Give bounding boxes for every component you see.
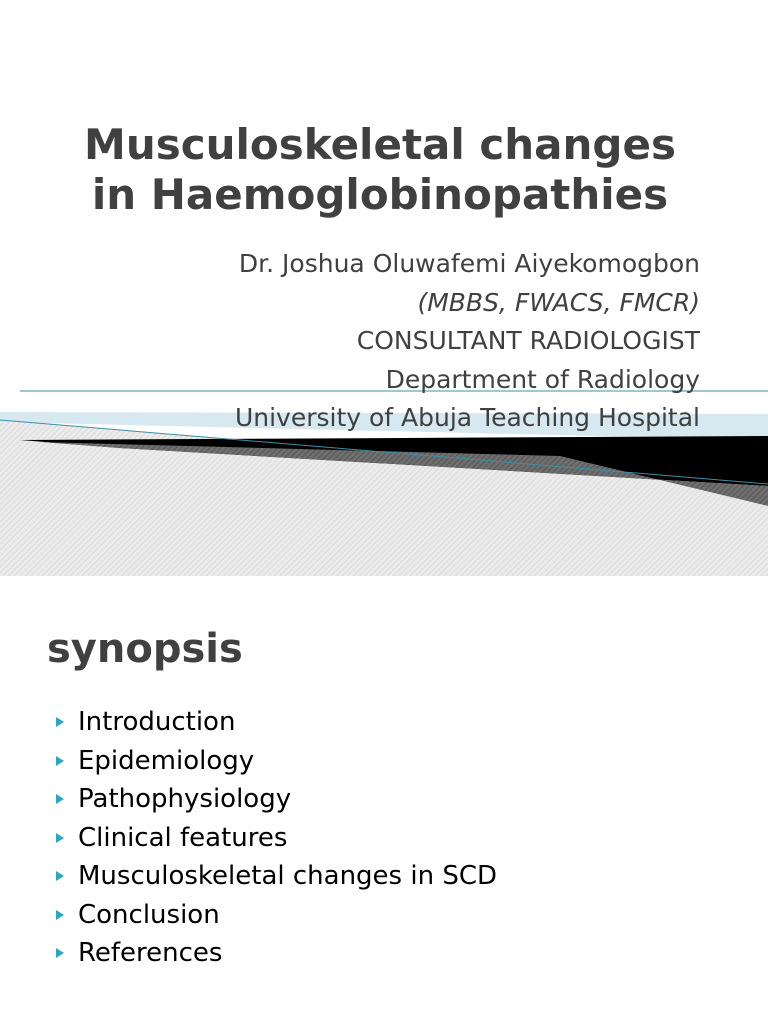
synopsis-list xyxy=(52,703,497,973)
bullet-icon xyxy=(56,756,64,766)
bullet-icon xyxy=(56,871,64,881)
list-item-label: Clinical features xyxy=(78,822,288,853)
author-institution: University of Abuja Teaching Hospital xyxy=(234,403,700,432)
synopsis-title: synopsis xyxy=(47,626,243,672)
list-item xyxy=(52,742,497,781)
bullet-icon xyxy=(56,833,64,843)
list-item-label: Pathophysiology xyxy=(78,784,292,814)
author-department: Department of Radiology xyxy=(385,364,700,394)
list-item xyxy=(52,703,497,742)
list-item-label: References xyxy=(78,938,223,968)
list-item-label: Conclusion xyxy=(78,899,220,930)
bullet-icon xyxy=(56,794,64,804)
list-item xyxy=(52,896,497,935)
bullet-icon xyxy=(56,717,64,727)
slide-title xyxy=(40,120,720,220)
slide-title-line-1: Musculoskeletal changes xyxy=(84,120,676,169)
author-block xyxy=(60,245,700,438)
list-item-label: Epidemiology xyxy=(78,745,255,776)
slide-title-line-2: in Haemoglobinopathies xyxy=(91,170,669,219)
author-name: Dr. Joshua Oluwafemi Aiyekomogbon xyxy=(238,249,700,278)
author-credentials: (MBBS, FWACS, FMCR) xyxy=(417,287,700,317)
bullet-icon xyxy=(56,910,64,920)
author-position: CONSULTANT RADIOLOGIST xyxy=(356,326,700,355)
list-item-label: Musculoskeletal changes in SCD xyxy=(78,861,498,891)
list-item xyxy=(52,819,497,858)
synopsis-slide xyxy=(0,576,768,1024)
list-item xyxy=(52,934,497,973)
list-item xyxy=(52,857,497,896)
list-item xyxy=(52,780,497,819)
list-item-label: Introduction xyxy=(78,707,236,737)
bullet-icon xyxy=(56,948,64,958)
